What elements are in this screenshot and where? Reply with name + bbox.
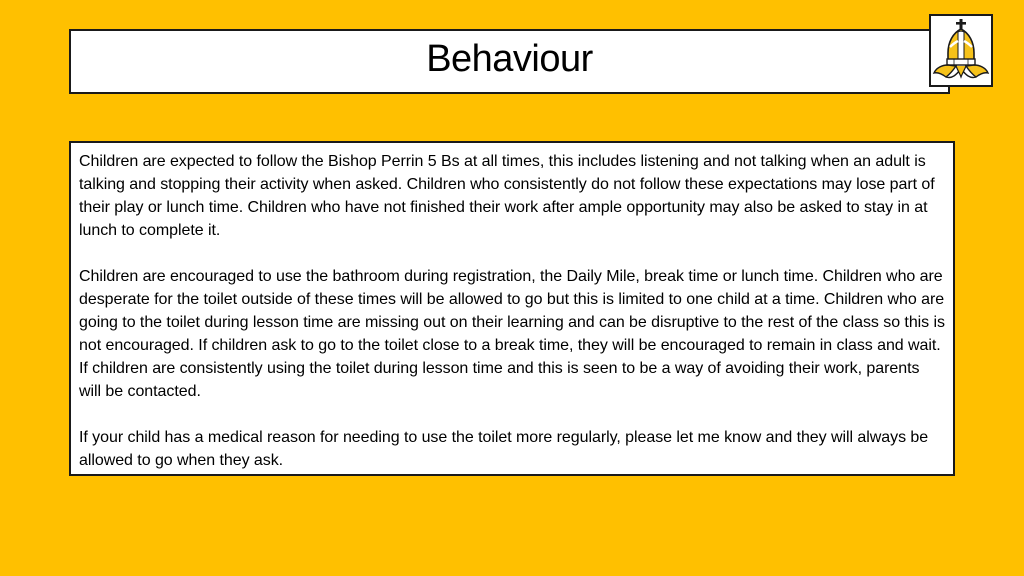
paragraph-expectations: Children are expected to follow the Bishop Perrin 5 Bs at all times, this includes listening and not talking when an adult is talking and stopping their activity when asked. Children who consistently do not follow these expectations may lose part of their play or lunch time. Children who have not finished their work after ample opportunity may also be asked to stay in at lunch to complete it. [79, 153, 935, 239]
content-box [69, 141, 955, 476]
paragraph-medical: If your child has a medical reason for needing to use the toilet more regularly, please let me know and they will always be allowed to go when they ask. [79, 429, 929, 469]
paragraph-bathroom: Children are encouraged to use the bathroom during registration, the Daily Mile, break time or lunch time. Children who are desperate for the toilet outside of these times will be allowed to go but this is limited to one child at a time. Children who are going to the toilet during lesson time are missing out on their learning and can be disruptive to the rest of the class so this is not encouraged. If children ask to go to the toilet close to a break time, they will be encouraged to remain in class and wait. If children are consistently using the toilet during lesson time and this is seen to be a way of avoiding their work, parents will be contacted. [79, 268, 945, 400]
bishop-mitre-icon [932, 17, 990, 85]
school-logo [929, 14, 993, 87]
slide-title: Behaviour [426, 38, 593, 80]
title-box [69, 29, 950, 94]
